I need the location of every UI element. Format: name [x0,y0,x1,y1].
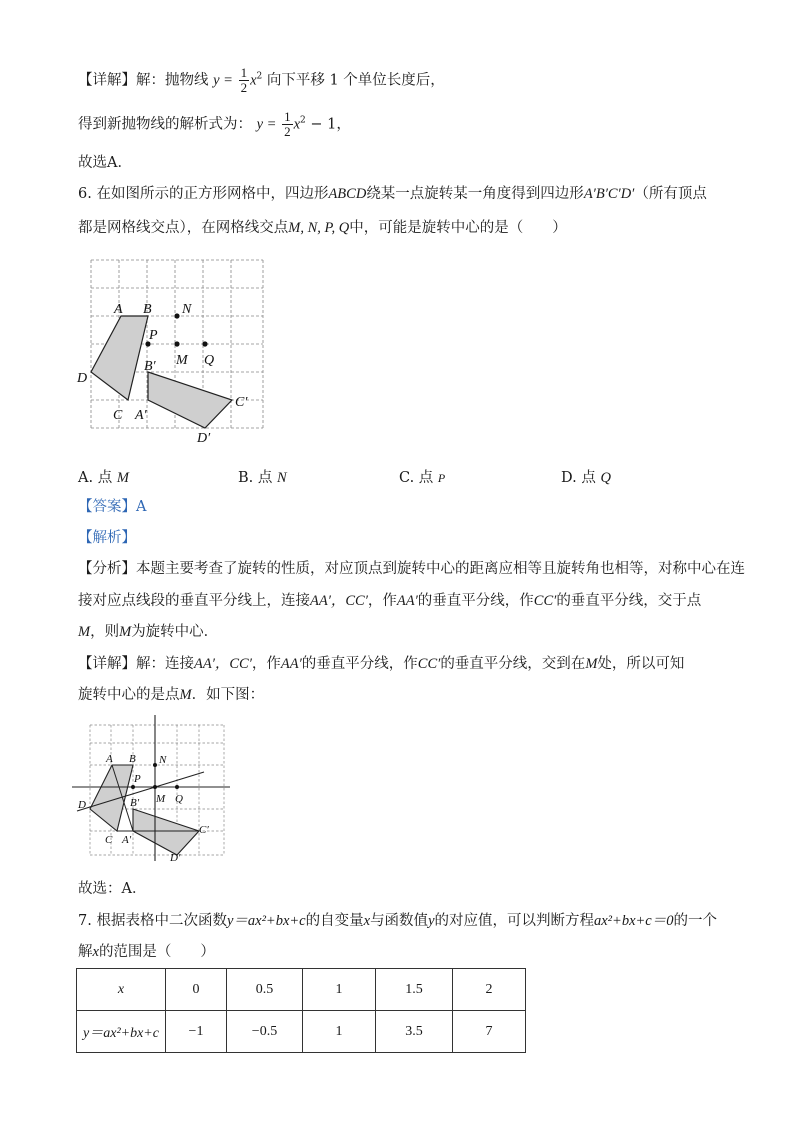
variable-x: x [293,116,301,133]
prev-conclusion: 故选A． [78,155,132,171]
label-n: N [182,302,192,317]
text-segment: ，作 [367,593,397,609]
text-segment: 得到新抛物线的解析式为： [78,116,252,133]
fraction-denominator: 2 [284,124,291,139]
option-key: C. 点 [399,470,434,486]
text-segment: 【详解】解：抛物线 [78,72,209,89]
analysis-text: 【解析】 [78,530,136,546]
text-segment: 中，可能是旋转中心的是（ ） [349,220,567,236]
label-c: C [105,834,113,846]
math-segment: CC′ [417,656,441,672]
label-c-prime: C′ [235,395,248,410]
point-n [174,313,179,318]
label-a: A [106,753,113,765]
text-segment: 处，所以可知 [597,656,685,672]
point-n [153,763,157,767]
table-cell: 7 [453,1011,526,1053]
answer [78,497,146,517]
label-b-prime: B′ [130,797,140,809]
label-p: P [149,328,158,343]
label-b: B [129,753,136,765]
quadrilateral-abcd [91,316,148,400]
q6-solution-figure [72,715,242,870]
text-segment: 都是网格线交点），在网格线交点 [78,220,289,236]
text-segment: − 1， [310,116,351,133]
label-p: P [134,773,141,785]
math-y: y [428,913,435,929]
label-q: Q [175,793,183,805]
table-cell: 1 [303,969,376,1011]
table-cell: −0.5 [227,1011,303,1053]
table-cell: 2 [453,969,526,1011]
point-q [202,341,207,346]
math-segment: AA′ [280,656,302,672]
label-a-prime: A′ [122,834,132,846]
fraction-half [239,66,250,95]
option-key: D. 点 [561,470,596,486]
point-p [131,785,135,789]
q6-stem-line-2 [78,218,567,238]
text-segment: 的垂直平分线，交到在 [440,656,586,672]
math-segment: AA′ [396,593,418,609]
label-d-prime: D′ [197,431,211,446]
label-a-prime: A′ [135,408,147,423]
option-d[interactable] [561,466,611,487]
detail-line-1 [78,654,684,674]
table-cell: −1 [166,1011,227,1053]
exponent: 2 [256,71,263,82]
text-segment: 的垂直平分线，作 [417,593,534,609]
math-segments: AA′，CC′ [310,593,368,609]
text-segment: 的一个 [673,913,717,929]
text-segment: ，则 [90,624,120,640]
text-segment: ，作 [251,656,281,672]
text-segment: 接对应点线段的垂直平分线上，连接 [78,593,310,609]
text-segment: 解 [78,944,93,960]
label-n: N [159,754,167,766]
label-c-prime: C′ [199,824,209,836]
text-segment: ．如下图： [191,687,265,703]
label-d: D [77,371,88,386]
table-header-cell: x [77,969,166,1011]
label-d-prime: D′ [170,852,181,864]
fraction-denominator: 2 [240,80,248,95]
math-abcd-prime: A′B′C′D′ [583,186,635,202]
text-segment: 的范围是（ ） [98,944,215,960]
label-c: C [113,408,123,423]
table-row [77,1011,526,1053]
label-b: B [143,302,152,317]
variable-x: x [250,72,257,89]
label-m: M [176,353,188,368]
text-segment: 的对应值，可以判断方程 [434,913,594,929]
q6-stem-line-1 [78,184,707,204]
math-segments: AA′，CC′ [194,656,252,672]
text-segment: 的垂直平分线，作 [301,656,418,672]
text-segment: 【详解】解：连接 [78,656,194,672]
math-m: M [78,624,91,640]
answer-text: 【答案】A [78,499,147,515]
math-equation: ax²+bx+c＝0 [594,913,674,929]
text-segment: 的垂直平分线，交于点 [556,593,702,609]
table-row [77,969,526,1011]
q6-figure [77,255,280,450]
point-m [174,341,179,346]
table-cell: 0 [166,969,227,1011]
label-a: A [114,302,123,317]
detail-line-2 [78,685,264,705]
math-abcd: ABCD [328,186,367,202]
option-key: A. 点 [78,470,113,486]
text-segment: 与函数值 [370,913,429,929]
text-segment: 向下平移 1 个单位长度后， [266,72,445,89]
equation-lhs: y = [256,116,277,133]
table-cell: 1 [303,1011,376,1053]
option-value: M [116,470,129,486]
q7-stem-line-1 [78,911,717,931]
fraction-half [282,110,293,139]
label-b-prime: B′ [144,359,156,374]
exponent: 2 [300,115,306,126]
prev-detail-line-1 [78,66,445,95]
label-q: Q [204,353,215,368]
option-value: Q [600,470,611,486]
table-cell: 0.5 [227,969,303,1011]
analysis-heading [78,528,136,548]
point-q [175,785,179,789]
fraction-numerator: 1 [240,65,248,80]
table-cell: 3.5 [376,1011,453,1053]
option-c[interactable] [399,466,445,487]
math-m: M [585,656,598,672]
quadrilateral-abcd-prime [133,809,199,855]
option-value: N [276,470,287,486]
text-segment: 6. 在如图所示的正方形网格中，四边形 [78,186,329,202]
math-m: M [119,624,132,640]
quadrilateral-abcd [90,765,133,831]
q7-stem-line-2 [78,942,215,962]
option-value: P [437,471,446,485]
q7-value-table [76,968,526,1053]
analysis-line-3 [78,622,218,642]
analysis-line-1: 【分析】本题主要考查了旋转的性质，对应顶点到旋转中心的距离应相等且旋转角也相等，对称中心在连 [78,561,745,577]
math-x: x [92,944,99,960]
text-segment: （所有顶点 [634,186,707,202]
prev-detail-line-2 [78,110,351,139]
option-b[interactable] [238,466,287,487]
quadrilateral-abcd-prime [148,372,232,428]
equation-lhs: y = [213,72,233,89]
math-function: y＝ax²+bx+c [226,913,306,929]
text-segment: 为旋转中心． [131,624,219,640]
analysis-line-2 [78,591,701,611]
math-m: M [179,687,192,703]
option-key: B. 点 [238,470,273,486]
text-segment: 绕某一点旋转某一角度得到四边形 [366,186,584,202]
fraction-numerator: 1 [284,109,291,124]
q6-conclusion: 故选：A． [78,881,147,897]
math-points: M, N, P, Q [288,220,350,236]
label-m: M [156,793,166,805]
table-header-cell: y＝ax²+bx+c [77,1011,166,1053]
text-segment: 的自变量 [305,913,364,929]
text-segment: 7. 根据表格中二次函数 [78,913,227,929]
math-x: x [363,913,371,929]
text-segment: 旋转中心的是点 [78,687,180,703]
point-m [153,785,157,789]
option-a[interactable] [78,466,129,487]
table-cell: 1.5 [376,969,453,1011]
label-d: D [78,799,86,811]
math-segment: CC′ [533,593,557,609]
